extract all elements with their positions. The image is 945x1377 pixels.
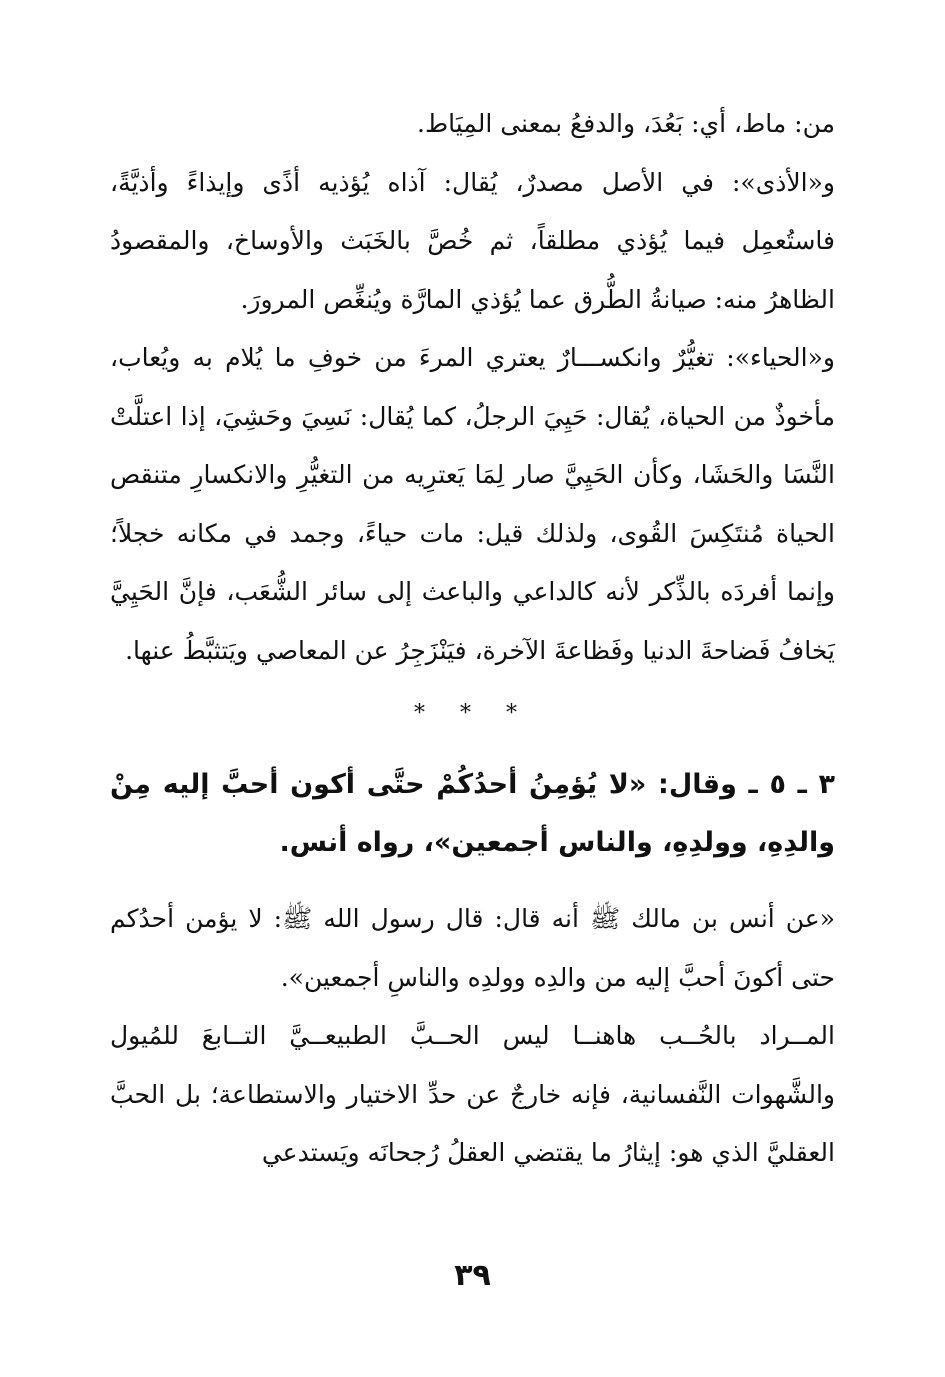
page-number: ٣٩ [454, 1258, 491, 1293]
paragraph-mat: من: ماط، أي: بَعُدَ، والدفعُ بمعنى المِيَاط. [417, 109, 835, 138]
section-separator: * * * [414, 701, 531, 726]
paragraph-hadith-text: «عن أنس بن مالك ﷺ أنه قال: قال رسول الله ﷺ: لا يؤمن أحدُكم حتى أكونَ أحبَّ إليه من والدِه وولدِه والناسِ أجمعين». [110, 904, 835, 992]
paragraph-love-meaning: المــراد بالحُــب هاهنــا ليس الحــبَّ الطبيعــيَّ التــابعَ للمُيول والشَّهوات النَّفسانية، فإنه خارجٌ عن حدِّ الاختيار والاستطاعة؛ بل الحبَّ العقليَّ الذي هو: إيثارُ ما يقتضي العقلُ رُجحانَه ويَستدعي [110, 1021, 835, 1167]
page-body [110, 95, 835, 1315]
hadith-heading: ٣ ـ ٥ ـ وقال: «لا يُؤمِنُ أحدُكُمْ حتَّى أكون أحبَّ إليه مِنْ والدِهِ، وولدِهِ، والناس أجمعين»، رواه أنس. [110, 769, 835, 858]
paragraph-haya: و«الحياء»: تغيُّرٌ وانكســـارٌ يعتري المرءَ من خوفِ ما يُلام به ويُعاب، مأخوذٌ من الحياة، يُقال: حَيِيَ الرجلُ، كما يُقال: نَسِيَ وحَشِيَ، إذا اعتلَّتْ النَّسَا والحَشَا، وكأن الحَيِيَّ صار لِمَا يَعترِيه من التغيُّرِ والانكسارِ متنقص الحياة مُنتَكِسَ القُوى، ولذلك قيل: مات حياءً، وجمد في مكانه خجلاً؛ وإنما أفردَه بالذِّكر لأنه كالداعي والباعث إلى سائر الشُّعَب، فإنَّ الحَيِيَّ يَخافُ فَضاحةَ الدنيا وفَظاعةَ الآخرة، فيَنْزَجِرُ عن المعاصي ويَتثبَّطُ عنها. [110, 343, 835, 665]
paragraph-adha: و«الأذى»: في الأصل مصدرٌ، يُقال: آذاه يُؤذيه أذًى وإيذاءً وأذيَّةً، فاستُعمِل فيما يُؤذي مطلقاً، ثم خُصَّ بالخَبَث والأوساخ، والمقصودُ الظاهرُ منه: صيانةُ الطُّرق عما يُؤذي المارَّة ويُنغِّص المرورَ. [110, 167, 835, 314]
